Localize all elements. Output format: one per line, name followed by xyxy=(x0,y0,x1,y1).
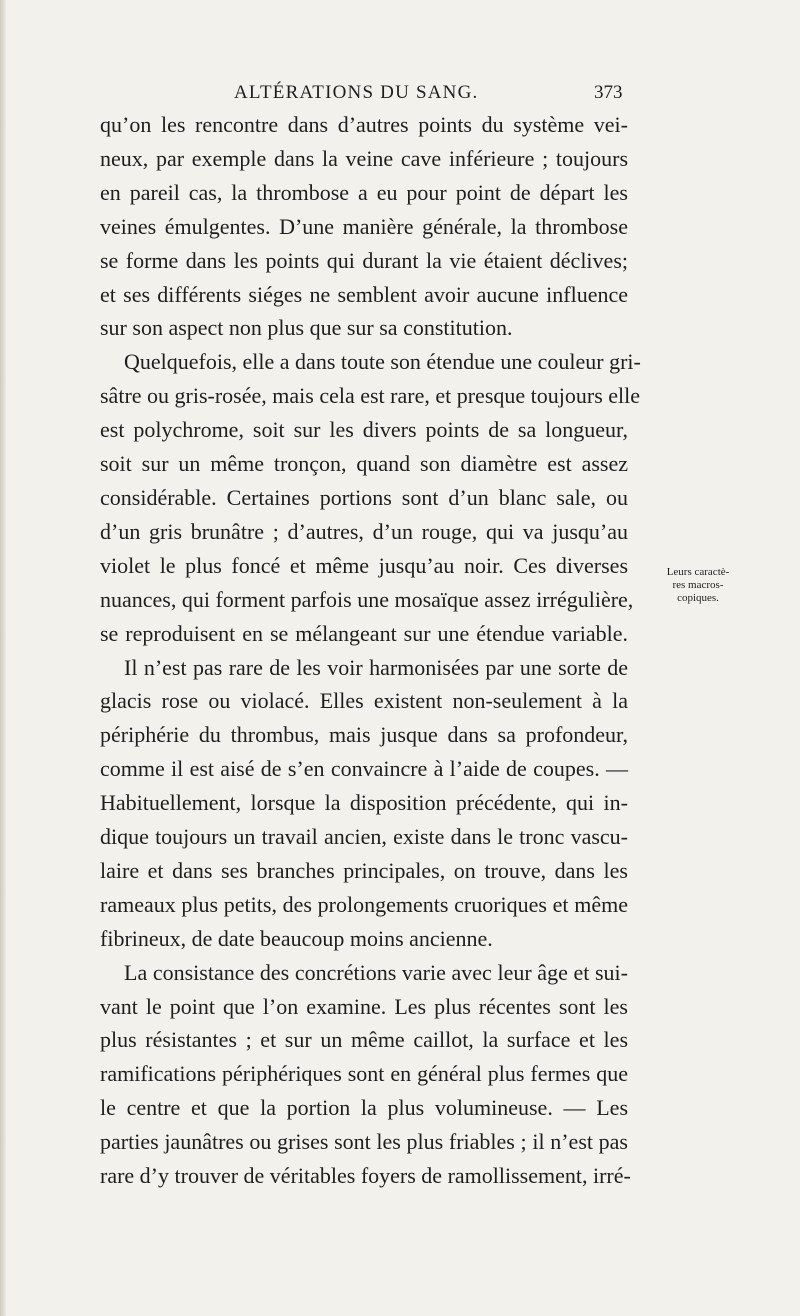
text-line: qu’on les rencontre dans d’autres points du système vei- xyxy=(100,112,628,137)
text-line: violet le plus foncé et même jusqu’au noir. Ces diverses xyxy=(100,552,628,578)
text-line: veines émulgentes. D’une manière générale, la thrombose xyxy=(100,213,628,239)
text-line: neux, par exemple dans la veine cave inférieure ; toujours xyxy=(100,145,628,171)
text-line: vant le point que l’on examine. Les plus récentes sont les xyxy=(100,993,628,1019)
text-line: nuances, qui forment parfois une mosaïque assez irrégulière, xyxy=(100,586,634,612)
text-line: laire et dans ses branches principales, on trouve, dans les xyxy=(100,857,628,883)
running-title: ALTÉRATIONS DU SANG. xyxy=(234,82,479,103)
text-line: soit sur un même tronçon, quand son diamètre est assez xyxy=(100,451,628,477)
page-binding-edge xyxy=(0,0,6,1316)
text-line: Habituellement, lorsque la disposition précédente, qui in- xyxy=(100,790,628,816)
text-line: rameaux plus petits, des prolongements cruoriques et même xyxy=(100,891,628,917)
text-line: considérable. Certaines portions sont d’un blanc sale, ou xyxy=(100,484,628,510)
text-line: comme il est aisé de s’en convaincre à l’aide de coupes. — xyxy=(100,756,628,782)
margin-note xyxy=(658,566,738,605)
text-line: Il n’est pas rare de les voir harmonisées par une sorte de xyxy=(124,654,628,680)
text-line: fibrineux, de date beaucoup moins ancienne. xyxy=(100,925,493,951)
margin-note-line: copiques. xyxy=(677,592,719,604)
text-line: d’un gris brunâtre ; d’autres, d’un rouge, qui va jusqu’au xyxy=(100,518,628,544)
text-line: rare d’y trouver de véritables foyers de ramollissement, irré- xyxy=(100,1163,631,1189)
text-line: dique toujours un travail ancien, existe dans le tronc vascu- xyxy=(100,824,628,850)
text-line: sâtre ou gris-rosée, mais cela est rare, et presque toujours elle xyxy=(100,383,641,409)
text-line: ramifications périphériques sont en général plus fermes que xyxy=(100,1061,628,1087)
text-line: parties jaunâtres ou grises sont les plus friables ; il n’est pas xyxy=(100,1129,628,1155)
text-line: Quelquefois, elle a dans toute son étendue une couleur gri- xyxy=(124,349,641,375)
margin-note-line: Leurs caractè- xyxy=(666,566,730,578)
margin-note-line: res macros- xyxy=(672,579,724,591)
text-line: La consistance des concrétions varie avec leur âge et sui- xyxy=(124,959,628,985)
page-number: 373 xyxy=(594,82,623,103)
text-line: glacis rose ou violacé. Elles existent non-seulement à la xyxy=(100,688,628,714)
text-line: plus résistantes ; et sur un même caillot, la surface et les xyxy=(100,1027,628,1053)
text-line: se reproduisent en se mélangeant sur une étendue variable. xyxy=(100,620,628,646)
text-line: se forme dans les points qui durant la vie étaient déclives; xyxy=(100,247,628,273)
text-line: en pareil cas, la thrombose a eu pour point de départ les xyxy=(100,179,628,205)
body-text xyxy=(100,108,641,1193)
text-line: et ses différents siéges ne semblent avoir aucune influence xyxy=(100,281,628,307)
text-line: périphérie du thrombus, mais jusque dans sa profondeur, xyxy=(100,722,628,748)
text-line: sur son aspect non plus que sur sa constitution. xyxy=(100,315,513,341)
text-line: est polychrome, soit sur les divers points de sa longueur, xyxy=(100,417,628,443)
text-line: le centre et que la portion la plus volumineuse. — Les xyxy=(100,1095,628,1121)
